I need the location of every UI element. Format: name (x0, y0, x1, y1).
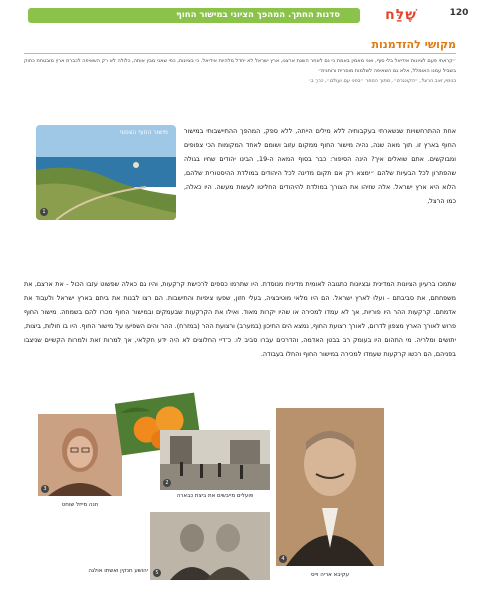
caption-couple: יהושע חנקין ואשתו אולגה (88, 568, 148, 574)
logo-text: שֶׁלַּח (385, 7, 417, 23)
caption-workers: פועלים מייבשים את ביצת כבארה (176, 493, 254, 499)
couple-portrait-image (150, 512, 270, 580)
workers-image (160, 430, 270, 490)
page-number: 120 (449, 8, 469, 18)
intro-source: בנימין זאב הרצל, ״הקונגרס״, מתוך הספר ״בפני עם ועולם״, כרך ב׳ (308, 78, 456, 84)
paragraph-2: שתמכו ברעיון הציונות המדינית ובציונות כתגובה לאומית מדינית מנוסדת. היו שתרמו כספים לרכישת קרקעות, והיו גם כאלה שפשוט עזבו הכול - את ארצם, את משפחתם, את סביבתם - ועלו לארץ ישראל. הם היו מלאי מוטיבציה, בעלי חזון, שפעו ציפיות והתישבות. הם רצו לבנות את ביתם בארץ ישראל ולעבוד את אדמתם. קרקעות ההר היו פוריות, אך לא עמדו למכירה או שהיו יקרות מאוד. ואילו את הקרקעות שבעמקים ובמישור החוף מכרו להם בשמחה. מישור החוף פרוש לאורך הארץ מצפון לדרום, לאורך רצועת החוף, נמצא הים התיכון (במערב) ורצועת ההר (במזרח). ההר והים השפיעו על מישור החוף. היו בו חולות, ביצות, יתושים ומלריה. מי התהום היו בעומק רב בבטן האדמה, והדרכים עברו סביב לו. כ־דיי החלוצים לא היה ידע חקלאי, אך למרות זאת ולמרות הקשיים שניצבו בפניהם, הם רכשו קרקעות שעמדו למכירה במישור החוף והחלו בעבודה. (24, 280, 456, 358)
man-portrait-image (276, 408, 384, 566)
photo-badge: 2 (163, 479, 171, 487)
woman-portrait-image (38, 414, 122, 496)
coastal-landscape-image (36, 125, 176, 220)
photo-workers (160, 430, 270, 490)
intro-quote (24, 56, 456, 86)
paragraph-1: אחת ההתרחשויות שנשארתי בעקבותיה ללא מילים הייתה, ללא ספק, המהפך ההתיישבותי במישור החוף בארץ זו. תוך מאה שנה, נהיה מישור החוף ממקום עזוב ושומם לאחד המקומות הכי צפופים ומבוקשים. אתם שואלים איך? הינה הסיפור: כבר בסוף המאה ה-19, הבינו יהודים שחיו בגולה שהפתרון לכל הבעיות שלהם ״ימצא רק אם תקום מדינה לכל היהודים במולדת ההיסטורית שלהם, הלוא היא ארץ ישראל. אלה שזיהו את הצורך במולדת להיהודים החליטו לעשות מעשה. היו כאלה, כמו הרצל, (184, 127, 456, 205)
photo-hana-meisel (38, 414, 122, 496)
photo-badge: 4 (279, 555, 287, 563)
photo-akiva-weiss (276, 408, 384, 566)
photo-coastal-plain (36, 125, 176, 220)
photo-badge: 3 (41, 485, 49, 493)
caption-hana: חנה מייזל שוחט (61, 502, 99, 508)
header-title: סדנות החתך. המהפך הציוני במישור החוף (176, 10, 340, 20)
section-title: מקושי להזדמנות (24, 38, 456, 54)
intro-text: ״קראתי פעם לציונות אידיאל בלי סוף, ואני מאמין באמת כי גם לאחר השגת ארצנו, ארץ ישראל לא יחדל מלהיות אידיאל. כי בציונות, כפי שאני מבין אותה, כלולה לא רק השאיפה לכברת ארץ מובטחת כחוק בשביל עמנו האומלל, אלא גם השאיפה לשלמות מוסרית ורוחנית״ (24, 58, 456, 74)
photo-hankin-couple (150, 512, 270, 580)
photo-badge: 1 (40, 208, 48, 216)
caption-akiva: עקיבא אריה וייס (310, 572, 350, 578)
sea-photo-caption: מישור החוף הצפוני (119, 129, 168, 136)
logo (366, 4, 436, 26)
photo-badge: 5 (153, 569, 161, 577)
